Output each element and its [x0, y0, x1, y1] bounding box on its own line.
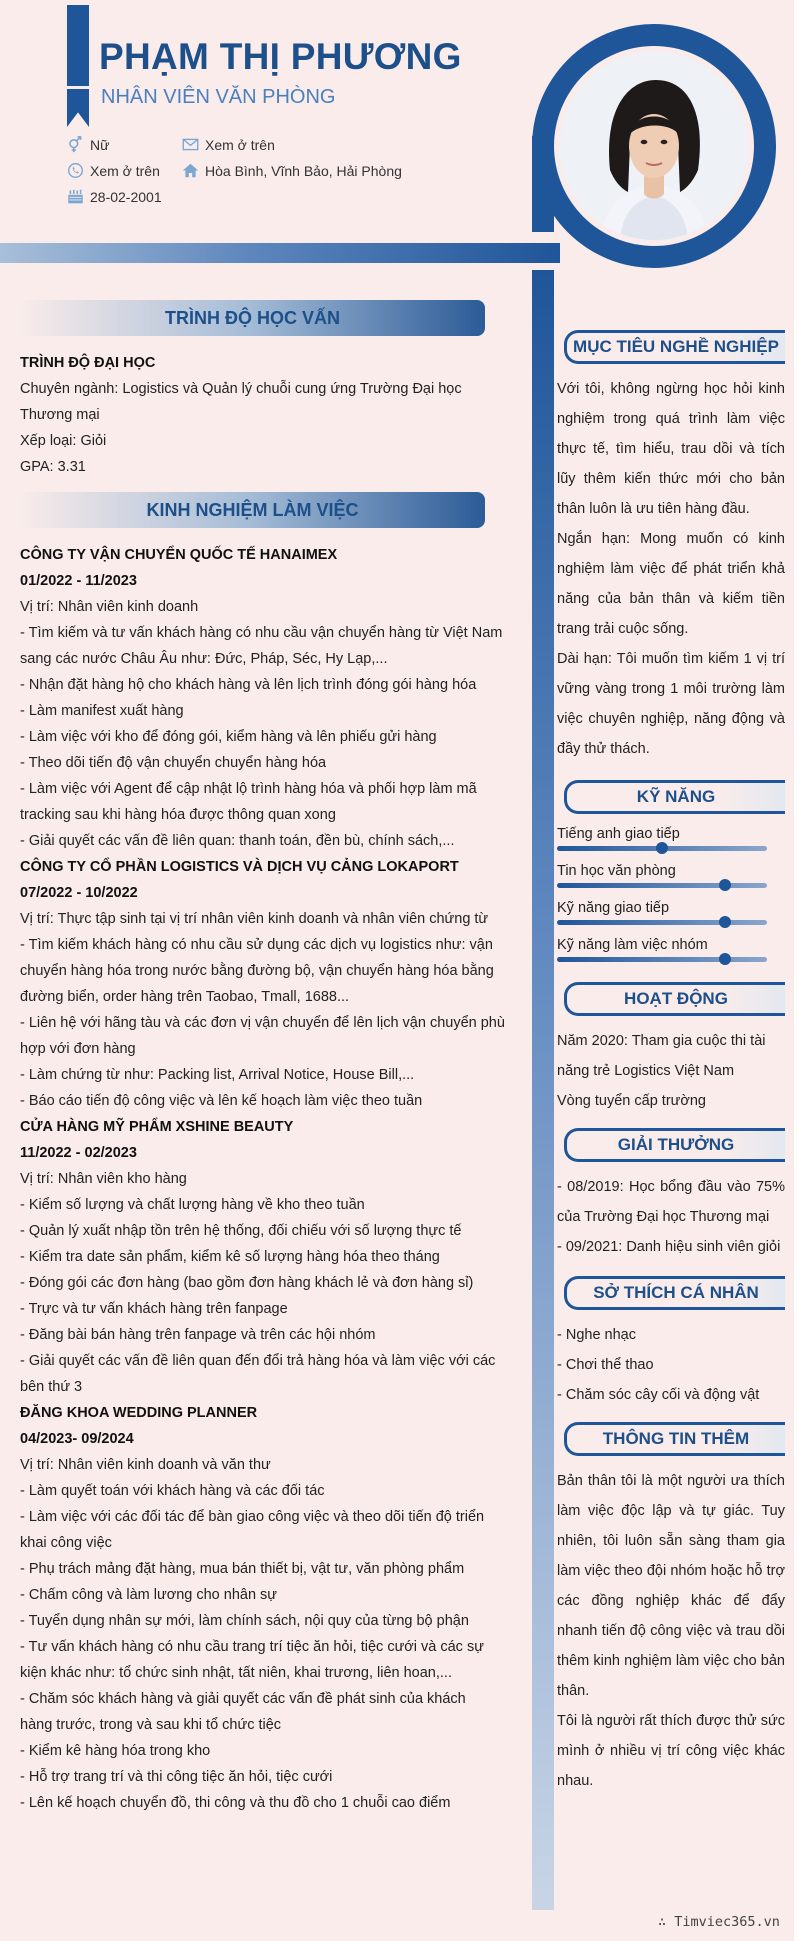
job-period: 11/2022 - 02/2023: [20, 1145, 137, 1161]
job-line: tracking sau khi hàng hóa được thông quan xong: [20, 807, 336, 823]
hobby-item: - Chăm sóc cây cối và động vật: [557, 1387, 760, 1403]
awards-text: [557, 1172, 785, 1262]
skill-track: [557, 957, 767, 962]
job-period: 04/2023- 09/2024: [20, 1431, 134, 1447]
header-ribbon: [67, 5, 89, 127]
job-line: - Quản lý xuất nhập tồn trên hệ thống, đối chiếu với số lượng thực tế: [20, 1223, 462, 1239]
objective-paragraph: Với tôi, không ngừng học hỏi kinh nghiệm trong quá trình làm việc thực tế, tìm hiểu, trau dồi và tích lũy thêm kiến thức mới cho bản thân luôn là ưu tiên hàng đầu.: [557, 381, 785, 517]
header-divider-bar: [0, 243, 560, 263]
job-period: 01/2022 - 11/2023: [20, 573, 137, 589]
skill-track: [557, 883, 767, 888]
job-company: CÔNG TY VẬN CHUYỂN QUỐC TẾ HANAIMEX: [20, 547, 338, 563]
job-line: - Tuyển dụng nhân sự mới, làm chính sách, nội quy của từng bộ phận: [20, 1613, 469, 1629]
job-line: - Đóng gói các đơn hàng (bao gồm đơn hàng khách lẻ và đơn hàng sỉ): [20, 1275, 474, 1291]
job-line: sang các nước Châu Âu như: Đức, Pháp, Séc, Hy Lạp,...: [20, 651, 388, 667]
right-column-bar: [532, 270, 554, 1910]
gender-icon: [67, 136, 84, 153]
job-period: 07/2022 - 10/2022: [20, 885, 138, 901]
award-item: - 08/2019: Học bổng đầu vào 75% của Trường Đại học Thương mại: [557, 1179, 785, 1225]
job-line: - Kiểm số lượng và chất lượng hàng về kho theo tuần: [20, 1197, 365, 1213]
experience-list: [20, 542, 516, 1816]
extra-info-text: [557, 1466, 785, 1796]
skill-level-dot: [719, 916, 731, 928]
job-line: - Lên kế hoạch chuyển đồ, thi công và thu đồ cho 1 chuỗi cao điểm: [20, 1795, 451, 1811]
job-line: - Nhận đặt hàng hộ cho khách hàng và lên lịch trình đóng gói hàng hóa: [20, 677, 477, 693]
skill-level-dot: [656, 842, 668, 854]
job-line: - Liên hệ với hãng tàu và các đơn vị vận chuyển để lên lịch vận chuyển phù: [20, 1015, 505, 1031]
birthday-text: 28-02-2001: [90, 188, 162, 205]
objective-heading: MỤC TIÊU NGHỀ NGHIỆP: [564, 330, 785, 364]
education-line: Thương mại: [20, 407, 100, 423]
objective-text: [557, 374, 785, 764]
extra-info-heading: THÔNG TIN THÊM: [564, 1422, 785, 1456]
ribbon-notch: [67, 86, 89, 100]
phone-text: Xem ở trên: [90, 162, 160, 179]
hobby-item: - Chơi thể thao: [557, 1357, 654, 1373]
address-info: [182, 162, 402, 179]
job-line: - Tìm kiếm khách hàng có nhu cầu sử dụng các dịch vụ logistics như: vận: [20, 937, 493, 953]
activity-line: Năm 2020: Tham gia cuộc thi tài: [557, 1033, 766, 1049]
skill-row: [557, 898, 785, 925]
skill-row: [557, 824, 785, 851]
job-line: hợp với đơn hàng: [20, 1041, 136, 1057]
profile-photo: [560, 52, 748, 240]
skill-level-dot: [719, 879, 731, 891]
home-icon: [182, 162, 199, 179]
gender-info: [67, 136, 109, 153]
skill-track: [557, 920, 767, 925]
hobby-item: - Nghe nhạc: [557, 1327, 636, 1343]
job-line: - Giải quyết các vấn đề liên quan: thanh toán, đền bù, chính sách,...: [20, 833, 455, 849]
job-entry: [20, 1400, 516, 1816]
skill-level-dot: [719, 953, 731, 965]
job-line: - Làm quyết toán với khách hàng và các đối tác: [20, 1483, 325, 1499]
skills-heading: KỸ NĂNG: [564, 780, 785, 814]
email-info: [182, 136, 275, 153]
candidate-job-title: NHÂN VIÊN VĂN PHÒNG: [101, 86, 336, 108]
job-entry: [20, 542, 516, 854]
watermark: ∴ Timviec365.vn: [658, 1914, 780, 1930]
address-text: Hòa Bình, Vĩnh Bảo, Hải Phòng: [205, 162, 402, 179]
extra-paragraph: Bản thân tôi là một người ưa thích làm việc độc lập và tự giác. Tuy nhiên, tôi luôn sẵn sàng tham gia làm việc theo đội nhóm hoặc hỗ trợ các đồng nghiệp khác để đẩy nhanh tiến độ công việc và trau dồi thêm kinh nghiệm làm việc cho bản thân.: [557, 1473, 785, 1699]
gender-text: Nữ: [90, 136, 110, 153]
job-line: - Theo dõi tiến độ vận chuyển chuyển hàng hóa: [20, 755, 327, 771]
skill-row: [557, 935, 785, 962]
job-line: - Trực và tư vấn khách hàng trên fanpage: [20, 1301, 288, 1317]
candidate-name: PHẠM THỊ PHƯƠNG: [99, 36, 462, 77]
job-line: - Làm việc với kho để đóng gói, kiểm hàng và lên phiếu gửi hàng: [20, 729, 437, 745]
job-line: khai công việc: [20, 1535, 112, 1551]
calendar-icon: [67, 188, 84, 205]
skill-name: Kỹ năng làm việc nhóm: [557, 937, 708, 953]
job-line: Vị trí: Nhân viên kinh doanh: [20, 599, 199, 615]
job-line: - Đăng bài bán hàng trên fanpage và trên các hội nhóm: [20, 1327, 376, 1343]
skill-name: Tin học văn phòng: [557, 863, 676, 879]
right-column: [557, 330, 785, 1796]
phone-info: [67, 162, 160, 179]
birthday-info: [67, 188, 162, 205]
skill-name: Tiếng anh giao tiếp: [557, 826, 680, 842]
job-line: Vị trí: Nhân viên kinh doanh và văn thư: [20, 1457, 271, 1473]
award-item: - 09/2021: Danh hiệu sinh viên giỏi: [557, 1239, 781, 1255]
education-level: TRÌNH ĐỘ ĐẠI HỌC: [20, 355, 156, 371]
mail-icon: [182, 136, 199, 153]
awards-heading: GIẢI THƯỞNG: [564, 1128, 785, 1162]
job-line: bên thứ 3: [20, 1379, 83, 1395]
job-line: kiện khác như: tổ chức sinh nhật, tất niên, khai trương, liên hoan,...: [20, 1665, 452, 1681]
skills-list: [557, 824, 785, 962]
education-details: [20, 376, 516, 480]
skill-row: [557, 861, 785, 888]
job-company: CỬA HÀNG MỸ PHẨM XSHINE BEAUTY: [20, 1119, 294, 1135]
job-company: ĐĂNG KHOA WEDDING PLANNER: [20, 1405, 258, 1421]
hobbies-heading: SỞ THÍCH CÁ NHÂN: [564, 1276, 785, 1310]
job-line: - Chấm công và làm lương cho nhân sự: [20, 1587, 278, 1603]
email-text: Xem ở trên: [205, 136, 275, 153]
skill-name: Kỹ năng giao tiếp: [557, 900, 670, 916]
job-entry: [20, 1114, 516, 1400]
job-line: - Báo cáo tiến độ công việc và lên kế hoạch làm việc theo tuần: [20, 1093, 423, 1109]
job-company: CÔNG TY CỔ PHẦN LOGISTICS VÀ DỊCH VỤ CẢNG LOKAPORT: [20, 859, 459, 875]
objective-paragraph: Dài hạn: Tôi muốn tìm kiếm 1 vị trí vững vàng trong 1 môi trường làm việc chuyên nghiệp, năng động và đầy thử thách.: [557, 651, 785, 757]
job-line: - Tư vấn khách hàng có nhu cầu trang trí tiệc ăn hỏi, tiệc cưới và các sự: [20, 1639, 484, 1655]
left-column: [20, 300, 516, 1816]
education-heading: TRÌNH ĐỘ HỌC VẤN: [20, 300, 485, 336]
activity-line: Vòng tuyển cấp trường: [557, 1093, 707, 1109]
job-line: chuyển hàng hóa trong nước bằng đường bộ, vận chuyển hàng hóa bằng: [20, 963, 494, 979]
job-line: - Làm việc với các đối tác để bàn giao công việc và theo dõi tiến độ triển: [20, 1509, 485, 1525]
job-line: - Kiểm tra date sản phẩm, kiểm kê số lượng hàng hóa theo tháng: [20, 1249, 440, 1265]
job-line: - Chăm sóc khách hàng và giải quyết các vấn đề phát sinh của khách: [20, 1691, 466, 1707]
job-line: - Làm chứng từ như: Packing list, Arrival Notice, House Bill,...: [20, 1067, 415, 1083]
phone-icon: [67, 162, 84, 179]
job-line: - Tìm kiếm và tư vấn khách hàng có nhu cầu vận chuyển hàng từ Việt Nam: [20, 625, 503, 641]
job-line: - Giải quyết các vấn đề liên quan đến đổi trả hàng hóa và làm việc với các: [20, 1353, 496, 1369]
job-line: - Hỗ trợ trang trí và thi công tiệc ăn hỏi, tiệc cưới: [20, 1769, 333, 1785]
job-line: đường biển, order hàng trên Taobao, Tmall, 1688...: [20, 989, 350, 1005]
extra-paragraph: Tôi là người rất thích được thử sức mình ở nhiều vị trí công việc khác nhau.: [557, 1713, 785, 1789]
job-entry: [20, 854, 516, 1114]
job-line: - Làm việc với Agent để cập nhật lộ trình hàng hóa và phối hợp làm mã: [20, 781, 477, 797]
education-line: Xếp loại: Giỏi: [20, 433, 107, 449]
job-line: - Kiểm kê hàng hóa trong kho: [20, 1743, 211, 1759]
job-line: - Phụ trách mảng đặt hàng, mua bán thiết bị, vật tư, văn phòng phẩm: [20, 1561, 465, 1577]
skill-track: [557, 846, 767, 851]
activities-text: [557, 1026, 785, 1116]
job-line: Vị trí: Nhân viên kho hàng: [20, 1171, 187, 1187]
job-line: hàng trước, trong và sau khi tổ chức tiệc: [20, 1717, 282, 1733]
job-line: - Làm manifest xuất hàng: [20, 703, 184, 719]
objective-paragraph: Ngắn hạn: Mong muốn có kinh nghiệm làm việc để phát triển khả năng của bản thân và kiếm tiền trang trải cuộc sống.: [557, 531, 785, 637]
activities-heading: HOẠT ĐỘNG: [564, 982, 785, 1016]
activity-line: năng trẻ Logistics Việt Nam: [557, 1063, 735, 1079]
education-line: Chuyên ngành: Logistics và Quản lý chuỗi cung ứng Trường Đại học: [20, 381, 462, 397]
hobbies-text: [557, 1320, 785, 1410]
job-line: Vị trí: Thực tập sinh tại vị trí nhân viên kinh doanh và nhân viên chứng từ: [20, 911, 489, 927]
experience-heading: KINH NGHIỆM LÀM VIỆC: [20, 492, 485, 528]
education-line: GPA: 3.31: [20, 459, 86, 475]
